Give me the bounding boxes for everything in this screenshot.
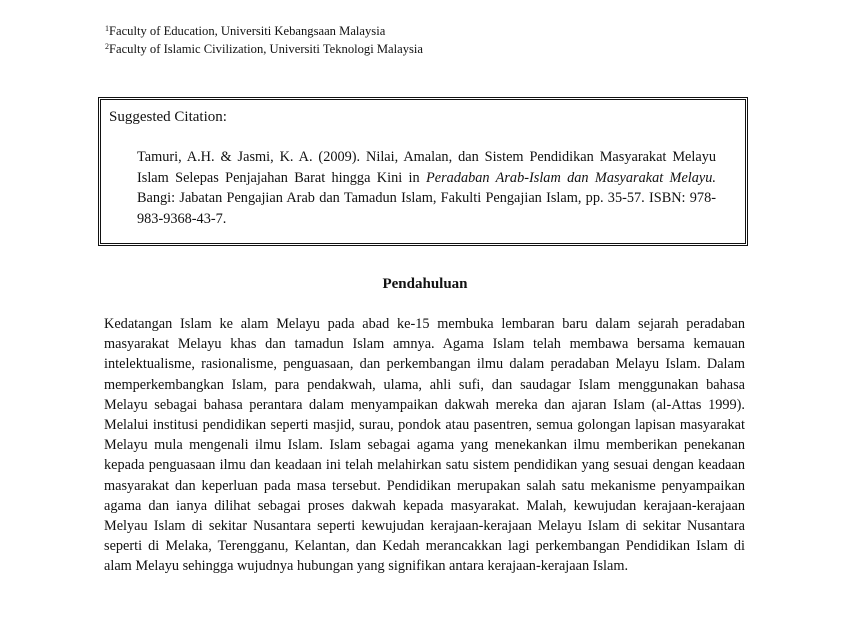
affiliation-1-mark: 1 — [105, 24, 109, 33]
affiliation-2-text: Faculty of Islamic Civilization, Universiti Teknologi Malaysia — [109, 42, 424, 56]
affiliation-2-mark: 2 — [105, 42, 109, 51]
section-title: Pendahuluan — [382, 276, 468, 292]
citation-box — [98, 97, 748, 246]
citation-text — [137, 147, 716, 229]
citation-book-title: Peradaban Arab-Islam dan Masyarakat Melayu. — [426, 169, 716, 186]
citation-text-before: Tamuri, A.H. & Jasmi, K. A. (2009). Nilai, Amalan, dan Sistem Pendidikan Masyarakat Melayu Islam Selepas Penjajahan Barat hingga Kini in — [137, 149, 716, 186]
affiliation-1 — [105, 20, 385, 40]
affiliation-1-text: Faculty of Education, Universiti Kebangsaan Malaysia — [109, 24, 386, 38]
citation-heading: Suggested Citation: — [109, 109, 227, 125]
citation-text-after: Bangi: Jabatan Pengajian Arab dan Tamadun Islam, Fakulti Pengajian Islam, pp. 35-57. ISBN: 978-983-9368-43-7. — [137, 190, 716, 227]
body-paragraph: Kedatangan Islam ke alam Melayu pada abad ke-15 membuka lembaran baru dalam sejarah peradaban masyarakat Melayu khas dan tamadun Islam amnya. Agama Islam telah membawa bersama kemauan intelektualisme, rasionalisme, penguasaan, dan perkembangan ilmu dalam peradaban Melayu Islam. Dalam memperkembangkan Islam, para pendakwah, ulama, ahli sufi, dan saudagar Islam menggunakan bahasa Melayu sebagai bahasa perantara dalam menyampaikan dakwah mereka dan ajaran Islam (al-Attas 1999). Melalui institusi pendidikan seperti masjid, surau, pondok atau pasentren, semua golongan lapisan masyarakat Melayu mula mengenali ilmu Islam. Islam sebagai agama yang menekankan ilmu memberikan penekanan kepada penguasaan ilmu dan keadaan ini telah melahirkan satu sistem pendidikan yang sesuai dengan keadaan masyarakat dan keperluan pada masa tersebut. Pendidikan merupakan salah satu mekanisme penyampaikan agama dan ianya dilihat sebagai proses dakwah kepada masyarakat. Malah, kewujudan kerajaan-kerajaan Melyau Islam di sekitar Nusantara seperti kewujudan kerajaan-kerajaan Melayu Islam di sekitar Nusantara seperti di Melaka, Terengganu, Kelantan, dan Kedah merancakkan lagi perkembangan Pendidikan Islam di alam Melayu sehingga wujudnya hubungan yang signifikan antara kerajaan-kerajaan Islam. — [104, 316, 745, 575]
affiliation-2 — [105, 38, 423, 58]
